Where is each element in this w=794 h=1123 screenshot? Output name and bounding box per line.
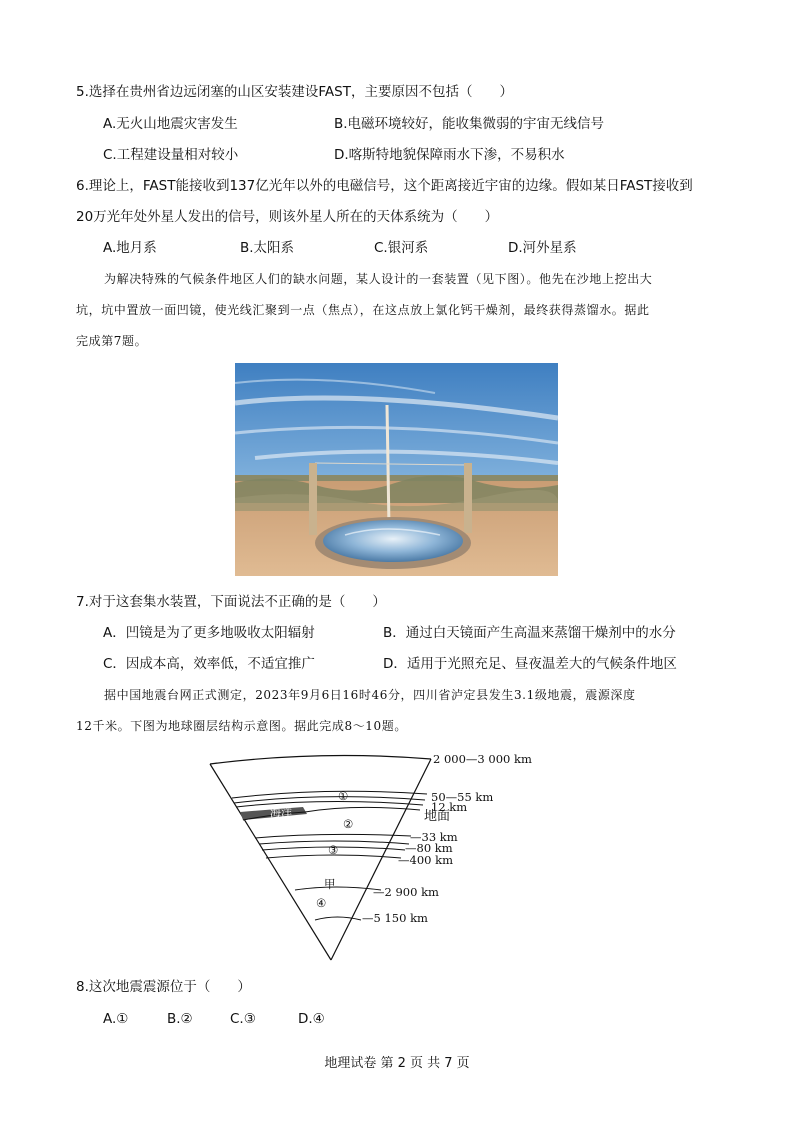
q6-option-d: D.河外星系: [508, 240, 577, 256]
q8-option-b: B.②: [167, 1011, 193, 1027]
depth-label-2900: —2 900 km: [373, 885, 439, 899]
q6-option-a: A.地月系: [103, 240, 157, 256]
earth-layers-diagram: [205, 752, 605, 967]
layer-3-label: ③: [328, 843, 339, 857]
q6-option-c: C.银河系: [374, 240, 429, 256]
depth-label-80: —80 km: [405, 841, 453, 855]
q7-option-c: C．因成本高，效率低，不适宜推广: [103, 656, 315, 672]
q5-option-d: D.喀斯特地貌保障雨水下渗，不易积水: [334, 147, 565, 163]
layer-jia-label: 甲: [324, 877, 336, 891]
passage7-line1: 为解决特殊的气候条件地区人们的缺水问题，某人设计的一套装置（见下图）。他先在沙地上挖出大: [104, 272, 653, 286]
layer-4-label: ④: [316, 896, 327, 910]
depth-label-top: 2 000—3 000 km: [433, 752, 532, 766]
depth-label-400: —400 km: [398, 853, 453, 867]
layer-1-label: ①: [338, 789, 349, 803]
depth-label-12: 12 km: [431, 800, 468, 814]
passage7-line3: 完成第7题。: [76, 334, 148, 348]
q8-option-d: D.④: [298, 1011, 325, 1027]
q8-option-c: C.③: [230, 1011, 256, 1027]
passage8-line1: 据中国地震台网正式测定，2023年9月6日16时46分，四川省泸定县发生3.1级地震，震源深度: [104, 688, 636, 702]
passage8-line2: 12千米。下图为地球圈层结构示意图。据此完成8～10题。: [76, 719, 407, 733]
q7-option-d: D．适用于光照充足、昼夜温差大的气候条件地区: [383, 656, 677, 672]
q7-option-b: B．通过白天镜面产生高温来蒸馏干燥剂中的水分: [383, 625, 676, 641]
q7-option-a: A．凹镜是为了更多地吸收太阳辐射: [103, 625, 315, 641]
q8-option-a: A.①: [103, 1011, 129, 1027]
q5-option-c: C.工程建设量相对较小: [103, 147, 239, 163]
layer-2-label: ②: [343, 817, 354, 831]
depth-label-5150: —5 150 km: [362, 911, 428, 925]
q6-stem-line1: 6.理论上，FAST能接收到137亿光年以外的电磁信号，这个距离接近宇宙的边缘。假如某日FAST接收到: [76, 178, 693, 194]
depth-label-50: 50—55 km: [431, 790, 494, 804]
q6-option-b: B.太阳系: [240, 240, 295, 256]
q5-stem: 5.选择在贵州省边远闭塞的山区安装建设FAST，主要原因不包括（ ）: [76, 84, 513, 100]
q8-stem: 8.这次地震震源位于（ ）: [76, 979, 251, 995]
solar-still-photo: [235, 363, 558, 576]
depth-label-33: —33 km: [410, 830, 458, 844]
q6-stem-line2: 20万光年处外星人发出的信号，则该外星人所在的天体系统为（ ）: [76, 209, 499, 225]
ocean-label: 海洋: [270, 806, 292, 819]
q7-stem: 7.对于这套集水装置，下面说法不正确的是（ ）: [76, 594, 386, 610]
q5-option-a: A.无火山地震灾害发生: [103, 116, 238, 132]
passage7-line2: 坑，坑中置放一面凹镜，使光线汇聚到一点（焦点），在这点放上氯化钙干燥剂，最终获得蒸馏水。据此: [76, 303, 650, 317]
q5-option-b: B.电磁环境较好，能收集微弱的宇宙无线信号: [334, 116, 605, 132]
ground-label: 地面: [424, 809, 451, 824]
page-footer: 地理试卷 第 2 页 共 7 页: [324, 1056, 470, 1071]
